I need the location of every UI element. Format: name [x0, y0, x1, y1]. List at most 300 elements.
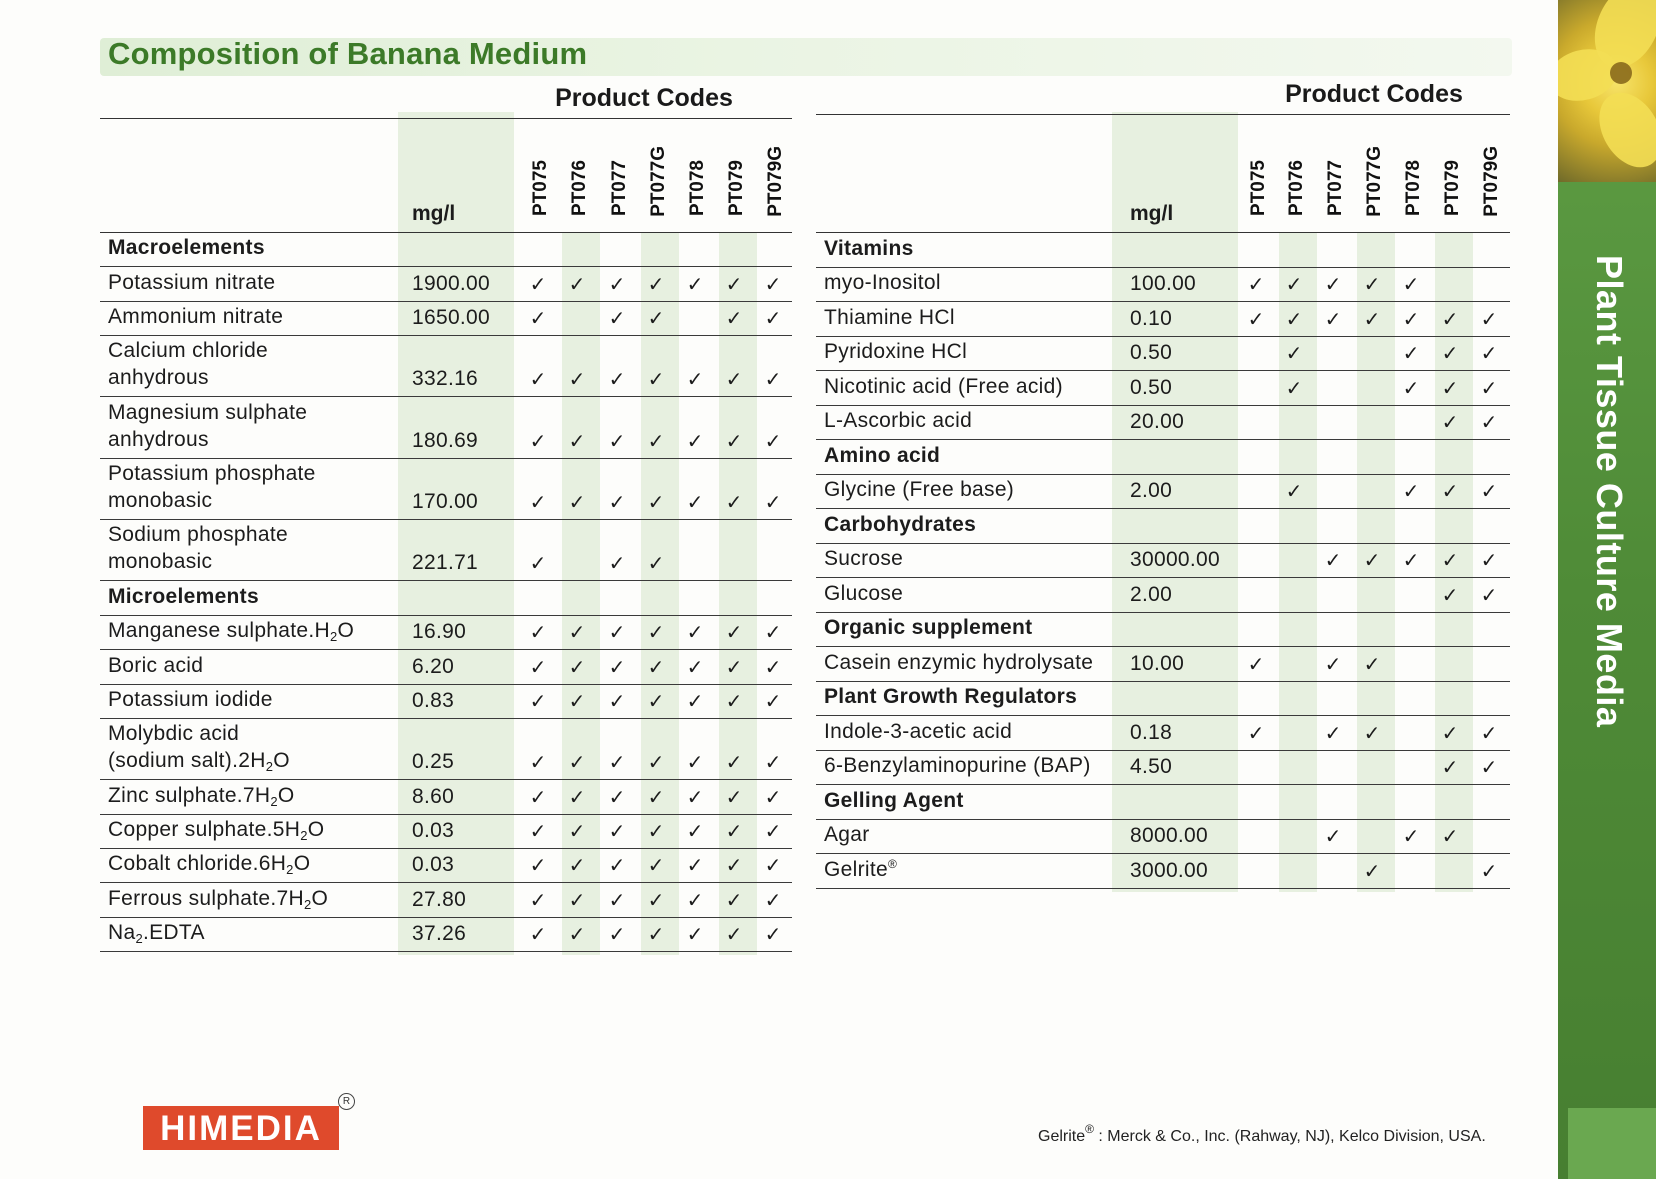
check-mark-pt075: ✓ [529, 786, 547, 809]
check-mark-pt076: ✓ [568, 492, 586, 515]
table-row [100, 815, 792, 849]
component-name-text: Sucrose [824, 547, 904, 570]
component-name [824, 580, 903, 607]
code-header-pt077g: PT077G [648, 146, 669, 217]
check-mark-pt076: ✓ [568, 889, 586, 912]
component-name-line1: Molybdic acid [108, 722, 240, 746]
component-name-text: Gelrite [824, 857, 888, 881]
check-mark-pt077g: ✓ [647, 430, 665, 453]
component-name-line2-text: monobasic [108, 550, 213, 574]
table-row [816, 406, 1510, 441]
mg-value: 0.50 [1130, 375, 1173, 399]
check-mark-pt075: ✓ [529, 492, 547, 515]
component-name [108, 652, 203, 679]
subscript: 2 [265, 759, 274, 775]
check-mark-pt077: ✓ [1324, 308, 1342, 331]
mg-value: 4.50 [1130, 755, 1173, 778]
table-row [100, 685, 792, 719]
section-header-row [816, 613, 1510, 648]
check-mark-pt079g: ✓ [764, 786, 782, 809]
code-header-pt079g: PT079G [1481, 146, 1502, 217]
check-mark-pt076: ✓ [568, 369, 586, 392]
check-mark-pt079g: ✓ [764, 622, 782, 645]
suffix: O [277, 783, 295, 807]
check-mark-pt077g: ✓ [647, 273, 665, 296]
side-panel [1558, 0, 1656, 1179]
check-mark-pt075: ✓ [529, 369, 547, 392]
product-codes-label: Product Codes [555, 84, 733, 112]
registered-mark: R [338, 1093, 355, 1110]
check-mark-pt077g: ✓ [647, 855, 665, 878]
footnote-text: : Merck & Co., Inc. (Rahway, NJ), Kelco Division, USA. [1093, 1128, 1486, 1145]
component-name [824, 269, 941, 296]
check-mark-pt079g: ✓ [1480, 584, 1498, 607]
table-row [100, 719, 792, 780]
check-mark-pt075: ✓ [529, 855, 547, 878]
component-name-line1: Calcium chloride [108, 339, 269, 363]
check-mark-pt077g: ✓ [647, 690, 665, 713]
check-mark-pt079: ✓ [1441, 481, 1459, 503]
check-mark-pt077: ✓ [1324, 274, 1342, 296]
mg-value: 3000.00 [1130, 858, 1209, 882]
check-mark-pt077: ✓ [608, 752, 626, 775]
table-row [100, 650, 792, 684]
check-mark-pt077g: ✓ [647, 821, 665, 844]
check-mark-pt075: ✓ [529, 821, 547, 844]
check-mark-pt079g: ✓ [764, 492, 782, 515]
check-mark-pt077: ✓ [608, 924, 626, 947]
component-name [108, 919, 205, 946]
check-mark-pt077: ✓ [608, 308, 626, 331]
section-title [824, 787, 964, 814]
component-name [824, 649, 1093, 676]
component-name-line2 [108, 487, 316, 514]
check-mark-pt077g: ✓ [647, 656, 665, 679]
side-square [1568, 1108, 1656, 1179]
check-mark-pt079g: ✓ [764, 430, 782, 453]
table-row [100, 267, 792, 301]
mg-value: 2.00 [1130, 582, 1173, 606]
check-mark-pt077: ✓ [608, 430, 626, 453]
check-mark-pt079: ✓ [725, 369, 743, 392]
check-mark-pt077: ✓ [608, 273, 626, 296]
section-header-row [816, 233, 1510, 268]
check-mark-pt076: ✓ [568, 924, 586, 947]
subscript: 2 [270, 793, 278, 809]
check-mark-pt078: ✓ [686, 821, 704, 844]
check-mark-pt079: ✓ [725, 786, 743, 809]
check-mark-pt078: ✓ [686, 492, 704, 515]
component-name-line2 [108, 364, 268, 391]
check-mark-pt079: ✓ [1441, 826, 1459, 848]
check-mark-pt079: ✓ [725, 430, 743, 453]
check-mark-pt076: ✓ [1285, 377, 1303, 400]
check-mark-pt079g: ✓ [1480, 412, 1498, 434]
check-mark-pt078: ✓ [686, 273, 704, 296]
check-mark-pt079: ✓ [1441, 550, 1459, 572]
table-row [100, 520, 792, 581]
check-mark-pt077g: ✓ [1363, 308, 1381, 331]
mg-value: 332.16 [412, 367, 479, 391]
table-row [100, 884, 792, 918]
component-name-line2-text: anhydrous [108, 427, 209, 451]
table-row [100, 849, 792, 883]
table-row [816, 337, 1510, 372]
component-name-text: Manganese sulphate.H [108, 619, 330, 643]
check-mark-pt077g: ✓ [1363, 550, 1381, 572]
component-name-line2 [108, 747, 290, 774]
component-name [108, 460, 316, 514]
section-header-row [816, 682, 1510, 717]
check-mark-pt075: ✓ [529, 622, 547, 645]
check-mark-pt078: ✓ [686, 786, 704, 809]
code-header-pt076: PT076 [1286, 160, 1307, 216]
mg-value: 1650.00 [412, 306, 491, 330]
check-mark-pt078: ✓ [686, 855, 704, 878]
code-header-pt079: PT079 [726, 160, 747, 216]
check-mark-pt078: ✓ [686, 369, 704, 392]
table-row [816, 578, 1510, 613]
check-mark-pt079: ✓ [725, 273, 743, 296]
component-name-text: Carbohydrates [824, 512, 977, 536]
subscript: 2 [135, 931, 143, 947]
check-mark-pt075: ✓ [1247, 308, 1265, 331]
component-name [824, 373, 1063, 400]
component-name-text: Na [108, 921, 136, 945]
component-name-text: L-Ascorbic acid [824, 409, 973, 432]
suffix: O [273, 749, 290, 773]
check-mark-pt079g: ✓ [1480, 757, 1498, 779]
check-mark-pt077g: ✓ [647, 752, 665, 775]
mg-value: 8.60 [412, 784, 455, 808]
check-mark-pt077: ✓ [1324, 550, 1342, 572]
mg-value: 30000.00 [1130, 548, 1220, 571]
side-label: Plant Tissue Culture Media [1589, 255, 1630, 728]
table-row [816, 716, 1510, 751]
mg-value: 180.69 [412, 428, 479, 452]
mg-value: 100.00 [1130, 272, 1197, 295]
component-name-line2 [108, 426, 307, 453]
table-row [816, 371, 1510, 406]
section-title [108, 583, 259, 610]
check-mark-pt078: ✓ [1402, 274, 1420, 296]
check-mark-pt077: ✓ [608, 622, 626, 645]
suffix: .EDTA [142, 921, 205, 945]
check-mark-pt079g: ✓ [764, 855, 782, 878]
check-mark-pt076: ✓ [568, 786, 586, 809]
check-mark-pt079: ✓ [1441, 308, 1459, 331]
check-mark-pt078: ✓ [686, 656, 704, 679]
section-title [824, 442, 940, 469]
component-name-line2-text: anhydrous [108, 366, 209, 390]
check-mark-pt079g: ✓ [764, 690, 782, 713]
component-name-text: 6-Benzylaminopurine (BAP) [824, 754, 1091, 777]
section-header-row [100, 581, 792, 615]
suffix: O [307, 818, 325, 842]
component-name [824, 545, 903, 572]
check-mark-pt075: ✓ [529, 430, 547, 453]
code-header-pt075: PT075 [530, 160, 551, 216]
mg-per-litre-header: mg/l [1130, 202, 1174, 225]
component-name-text: Casein enzymic hydrolysate [824, 650, 1094, 674]
check-mark-pt079: ✓ [725, 924, 743, 947]
check-mark-pt077: ✓ [608, 656, 626, 679]
code-header-pt079g: PT079G [765, 146, 786, 217]
section-header-row [100, 233, 792, 267]
code-header-pt078: PT078 [1403, 160, 1424, 216]
component-name [108, 686, 273, 713]
check-mark-pt077g: ✓ [1363, 722, 1381, 745]
component-name-text: Boric acid [108, 653, 204, 677]
section-title [824, 683, 1077, 710]
check-mark-pt079g: ✓ [764, 369, 782, 392]
component-name [824, 856, 897, 883]
mg-value: 0.25 [412, 750, 455, 774]
check-mark-pt078: ✓ [686, 889, 704, 912]
component-name [108, 720, 290, 774]
mg-value: 6.20 [412, 654, 455, 678]
check-mark-pt076: ✓ [1285, 481, 1303, 503]
component-name-text: Ferrous sulphate.7H [108, 886, 304, 910]
check-mark-pt079: ✓ [1441, 377, 1459, 400]
check-mark-pt076: ✓ [568, 821, 586, 844]
check-mark-pt075: ✓ [529, 308, 547, 331]
check-mark-pt079g: ✓ [764, 308, 782, 331]
component-name [108, 617, 354, 644]
subscript: 2 [303, 896, 312, 912]
check-mark-pt079g: ✓ [764, 656, 782, 679]
check-mark-pt075: ✓ [529, 690, 547, 713]
check-mark-pt076: ✓ [1285, 343, 1303, 365]
check-mark-pt077: ✓ [608, 690, 626, 713]
check-mark-pt079: ✓ [725, 889, 743, 912]
mg-value: 0.10 [1130, 306, 1173, 330]
mg-value: 10.00 [1130, 651, 1185, 675]
component-name-text: Potassium iodide [108, 687, 273, 711]
check-mark-pt079g: ✓ [1480, 377, 1498, 400]
table-top-rule [100, 118, 792, 119]
check-mark-pt079g: ✓ [764, 273, 782, 296]
check-mark-pt077g: ✓ [1363, 653, 1381, 676]
table-row [816, 544, 1510, 579]
code-header-pt077: PT077 [1325, 160, 1346, 216]
check-mark-pt077g: ✓ [647, 553, 665, 576]
component-name-text: Organic supplement [824, 616, 1033, 639]
mg-value: 0.03 [412, 853, 455, 877]
check-mark-pt079: ✓ [1441, 722, 1459, 745]
table-row [816, 751, 1510, 786]
component-name [824, 304, 955, 331]
mg-value: 2.00 [1130, 479, 1173, 502]
section-header-row [816, 785, 1510, 820]
table-row [100, 918, 792, 952]
code-header-pt077g: PT077G [1364, 146, 1385, 217]
component-name-text: Vitamins [824, 236, 914, 260]
component-name [824, 752, 1091, 779]
component-name [108, 269, 275, 296]
check-mark-pt079g: ✓ [764, 821, 782, 844]
footnote-brand: Gelrite [1038, 1128, 1086, 1145]
component-name-text: Gelling Agent [824, 788, 964, 812]
mg-value: 0.18 [1130, 720, 1173, 744]
table-row [816, 854, 1510, 889]
component-name-text: Indole-3-acetic acid [824, 719, 1013, 743]
component-name-text: Glucose [824, 581, 904, 605]
check-mark-pt077: ✓ [608, 492, 626, 515]
table-top-rule [816, 114, 1510, 115]
check-mark-pt077g: ✓ [647, 786, 665, 809]
code-header-pt076: PT076 [569, 160, 590, 216]
check-mark-pt077: ✓ [608, 889, 626, 912]
subscript: 2 [329, 629, 338, 645]
check-mark-pt079: ✓ [725, 308, 743, 331]
component-name-text: Ammonium nitrate [108, 305, 284, 329]
code-header-pt078: PT078 [687, 160, 708, 216]
check-mark-pt078: ✓ [686, 430, 704, 453]
section-header-row [816, 509, 1510, 544]
component-name [108, 782, 295, 809]
component-name-text: Plant Growth Regulators [824, 685, 1078, 708]
check-mark-pt077: ✓ [608, 855, 626, 878]
mg-value: 20.00 [1130, 410, 1185, 433]
check-mark-pt075: ✓ [1247, 653, 1265, 676]
check-mark-pt078: ✓ [686, 622, 704, 645]
check-mark-pt075: ✓ [529, 924, 547, 947]
himedia-logo: HIMEDIA [143, 1106, 339, 1150]
component-name [108, 303, 283, 330]
table-row [816, 820, 1510, 855]
component-name-text: Thiamine HCl [824, 305, 955, 329]
check-mark-pt076: ✓ [568, 622, 586, 645]
check-mark-pt078: ✓ [1402, 550, 1420, 572]
check-mark-pt076: ✓ [568, 752, 586, 775]
check-mark-pt079g: ✓ [1480, 550, 1498, 572]
mg-value: 221.71 [412, 551, 479, 575]
component-name-text: Nicotinic acid (Free acid) [824, 374, 1063, 398]
section-title [824, 511, 976, 538]
check-mark-pt079: ✓ [725, 752, 743, 775]
code-header-pt077: PT077 [609, 160, 630, 216]
check-mark-pt077: ✓ [1324, 826, 1342, 848]
check-mark-pt076: ✓ [568, 273, 586, 296]
check-mark-pt078: ✓ [686, 690, 704, 713]
check-mark-pt078: ✓ [1402, 826, 1420, 848]
mg-per-litre-header: mg/l [412, 202, 456, 225]
component-name-text: Potassium nitrate [108, 270, 276, 294]
suffix: O [311, 886, 329, 910]
check-mark-pt079: ✓ [1441, 757, 1459, 779]
check-mark-pt076: ✓ [568, 690, 586, 713]
check-mark-pt077: ✓ [1324, 653, 1342, 676]
component-name [824, 718, 1012, 745]
check-mark-pt079: ✓ [725, 492, 743, 515]
component-name [108, 399, 307, 453]
component-name-line1: Sodium phosphate [108, 523, 288, 547]
component-name-text: Agar [824, 823, 870, 846]
subscript: 2 [286, 862, 294, 878]
check-mark-pt076: ✓ [568, 656, 586, 679]
component-name-line2-text: (sodium salt).2H [108, 749, 266, 773]
section-header-row [816, 440, 1510, 475]
code-header-pt075: PT075 [1248, 160, 1269, 216]
check-mark-pt075: ✓ [529, 656, 547, 679]
check-mark-pt079: ✓ [1441, 584, 1459, 607]
check-mark-pt078: ✓ [686, 752, 704, 775]
table-row [100, 459, 792, 520]
check-mark-pt079: ✓ [725, 622, 743, 645]
check-mark-pt079: ✓ [725, 855, 743, 878]
mg-value: 170.00 [412, 490, 479, 514]
table-row [100, 616, 792, 650]
check-mark-pt079g: ✓ [764, 889, 782, 912]
check-mark-pt075: ✓ [1247, 274, 1265, 296]
check-mark-pt075: ✓ [1247, 722, 1265, 745]
check-mark-pt079g: ✓ [1480, 722, 1498, 745]
product-codes-label: Product Codes [1285, 80, 1463, 108]
check-mark-pt079: ✓ [725, 656, 743, 679]
component-name-text: myo-Inositol [824, 271, 941, 294]
check-mark-pt077: ✓ [608, 553, 626, 576]
component-name [108, 885, 328, 912]
component-name-text: Copper sulphate.5H [108, 818, 301, 842]
section-title [824, 614, 1032, 641]
check-mark-pt077g: ✓ [647, 622, 665, 645]
component-name-text: Glycine (Free base) [824, 478, 1015, 501]
component-name [108, 337, 268, 391]
check-mark-pt078: ✓ [1402, 343, 1420, 365]
check-mark-pt077: ✓ [1324, 722, 1342, 745]
check-mark-pt079: ✓ [1441, 343, 1459, 365]
check-mark-pt079: ✓ [725, 821, 743, 844]
check-mark-pt078: ✓ [1402, 481, 1420, 503]
component-name-text: Amino acid [824, 443, 941, 467]
check-mark-pt079: ✓ [725, 690, 743, 713]
component-name-text: Cobalt chloride.6H [108, 852, 287, 876]
section-title [824, 235, 914, 262]
component-name [824, 407, 972, 434]
table-row [816, 647, 1510, 682]
mg-value: 27.80 [412, 887, 467, 911]
check-mark-pt077g: ✓ [1363, 860, 1381, 883]
check-mark-pt077g: ✓ [1363, 274, 1381, 296]
mg-value: 1900.00 [412, 271, 491, 295]
check-mark-pt077g: ✓ [647, 889, 665, 912]
footnote [1038, 1122, 1486, 1146]
component-name-text: Macroelements [108, 236, 265, 260]
check-mark-pt079g: ✓ [1480, 343, 1498, 365]
table-row [100, 302, 792, 336]
check-mark-pt077g: ✓ [647, 492, 665, 515]
check-mark-pt077g: ✓ [647, 308, 665, 331]
component-name-line2-text: monobasic [108, 489, 213, 513]
suffix: O [293, 852, 311, 876]
code-header-pt079: PT079 [1442, 160, 1463, 216]
flower-image [1558, 0, 1656, 182]
section-title [108, 234, 265, 261]
subscript: 2 [300, 828, 308, 844]
footnote-mark: ® [1085, 1122, 1094, 1136]
suffix: O [337, 619, 355, 643]
component-name [108, 816, 324, 843]
mg-value: 0.50 [1130, 341, 1173, 364]
component-name-line1: Magnesium sulphate [108, 400, 308, 424]
mg-value: 0.03 [412, 819, 455, 843]
check-mark-pt078: ✓ [1402, 308, 1420, 331]
component-name [108, 850, 310, 877]
mg-value: 16.90 [412, 620, 467, 644]
check-mark-pt077g: ✓ [647, 924, 665, 947]
check-mark-pt077g: ✓ [647, 369, 665, 392]
